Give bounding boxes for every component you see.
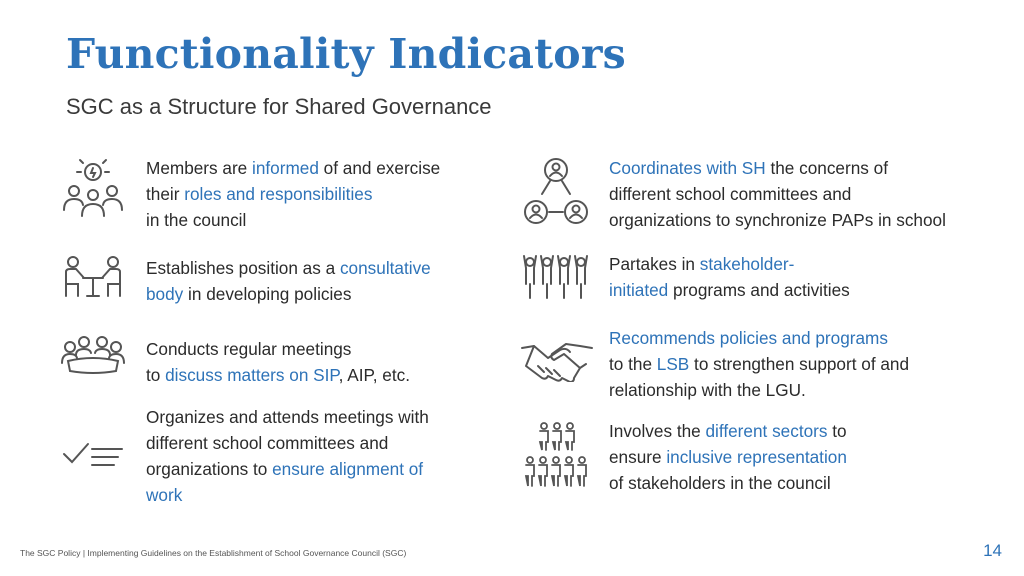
council-group-icon	[60, 333, 126, 375]
page-number: 14	[983, 541, 1002, 560]
indicator-consultative-body: Establishes position as a consultative body in developing policies	[146, 258, 431, 304]
handshake-icon	[520, 338, 594, 382]
checklist-icon	[62, 440, 124, 470]
network-people-icon	[522, 156, 590, 226]
footer-text: The SGC Policy | Implementing Guidelines on the Establishment of School Governance Council (SGC)	[20, 548, 407, 558]
lightbulb-team-icon	[60, 158, 126, 220]
indicator-different-sectors: Involves the different sectors to ensure inclusive representation of stakeholders in the council	[609, 421, 847, 493]
meeting-table-icon	[62, 254, 124, 300]
stakeholders-icon	[520, 252, 592, 300]
indicator-alignment-of-work: Organizes and attends meetings with different school committees and organizations to ensure alignment of work	[146, 407, 429, 505]
indicator-coordinates-with-sh: Coordinates with SH the concerns of different school committees and organizations to synchronize PAPs in school	[609, 158, 946, 230]
indicator-regular-meetings: Conducts regular meetings to discuss matters on SIP, AIP, etc.	[146, 339, 410, 385]
indicator-recommends-policies: Recommends policies and programs to the LSB to strengthen support of and relationship with the LGU.	[609, 328, 910, 400]
page-subtitle: SGC as a Structure for Shared Governance	[66, 94, 492, 119]
indicator-stakeholder-programs: Partakes in stakeholder- initiated programs and activities	[609, 254, 850, 300]
indicator-informed-members: Members are informed of and exercise their roles and responsibilities in the council	[146, 158, 441, 230]
crowd-icon	[522, 420, 592, 490]
page-title: Functionality Indicators	[66, 30, 626, 78]
